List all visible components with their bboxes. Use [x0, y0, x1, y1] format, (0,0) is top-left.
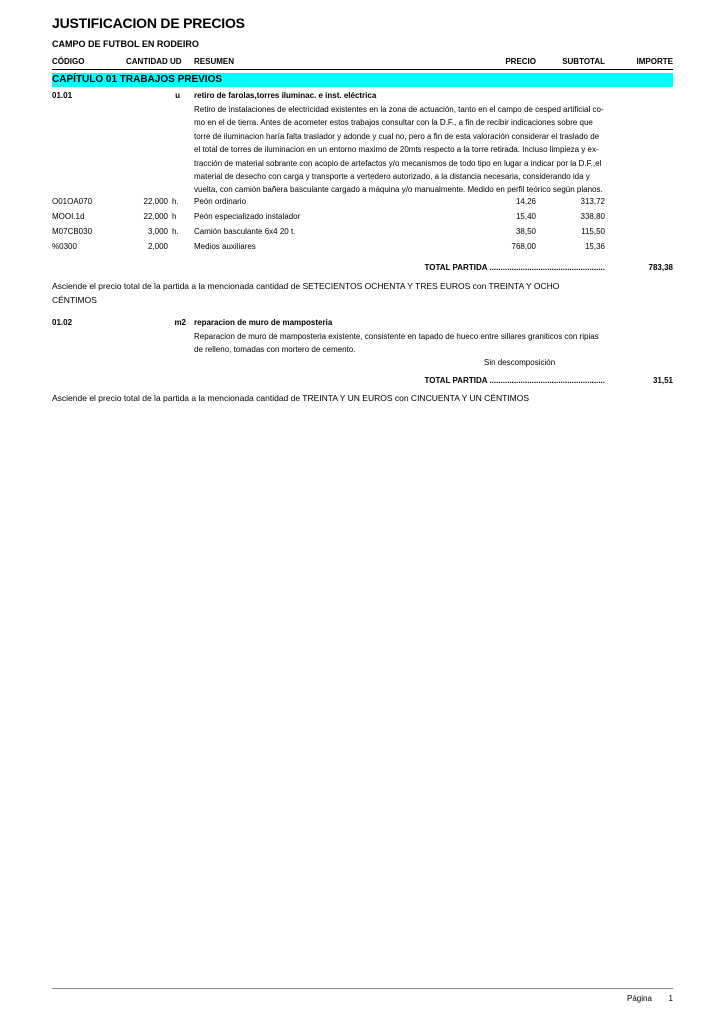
component-code: O01OA070 [52, 197, 93, 206]
item-unit: u [175, 91, 180, 100]
description-line: vuelta, con camión bañera basculante cargado a máquina y/o manualmente. Medido en perfil teórico según planos. [194, 185, 603, 195]
description-line: torre de iluminacion haría falta traslador y adonde y cual no, pero a fin de esta valoración considerar el traslado de [194, 131, 600, 141]
amount-in-words [52, 280, 612, 307]
item-description [194, 103, 605, 197]
page-number: 1 [668, 994, 673, 1003]
amount-in-words-line: Asciende el precio total de la partida a la mencionada cantidad de SETECIENTOS OCHENTA Y TRES EUROS con TREINTA Y OCHO [52, 281, 560, 291]
header-divider [52, 69, 673, 70]
component-subtotal: 313,72 [580, 197, 605, 206]
amount-in-words-line: CÉNTIMOS [52, 294, 97, 305]
component-unit: h. [172, 227, 179, 236]
component-price: 38,50 [515, 227, 536, 236]
description-line: mo en el de tierra. Antes de acometer estos trabajos consultar con la D.F., a fin de recibir indicaciones sobre que [194, 118, 593, 128]
item-unit: m2 [174, 318, 186, 327]
description-line: Retiro de instalaciones de electricidad existentes en la zona de actuación, tanto en el campo de cesped artificial co- [194, 105, 604, 114]
component-quantity: 22,000 [143, 197, 168, 206]
component-quantity: 22,000 [143, 212, 168, 221]
component-price: 14,26 [515, 197, 536, 206]
component-quantity: 3,000 [147, 227, 168, 236]
footer-divider [52, 988, 673, 989]
component-unit: h [172, 212, 177, 221]
item-code: 01.01 [52, 91, 73, 100]
component-subtotal: 115,50 [581, 227, 605, 236]
component-subtotal: 338,80 [580, 212, 605, 221]
document-title: JUSTIFICACION DE PRECIOS [52, 15, 245, 31]
chapter-title: CAPÍTULO 01 TRABAJOS PREVIOS [52, 74, 223, 85]
amount-in-words-line: Asciende el precio total de la partida a la mencionada cantidad de TREINTA Y UN EUROS con CINCUENTA Y UN CÉNTIMOS [52, 393, 530, 403]
col-header-summary: RESUMEN [194, 57, 235, 66]
description-line: el total de torres de iluminacion en un entorno maximo de 20mts respecto a la torre retirada. Incluso limpieza y ex- [194, 145, 599, 155]
component-unit: h. [172, 197, 179, 206]
total-partida-amount: 31,51 [652, 376, 673, 385]
component-subtotal: 15,36 [584, 242, 605, 251]
item-description [194, 330, 605, 357]
page-label: Página [627, 994, 652, 1003]
total-partida-label: TOTAL PARTIDA .................................................... [424, 263, 605, 272]
col-header-price: PRECIO [505, 57, 536, 66]
component-code: M07CB030 [52, 227, 93, 236]
no-breakdown-note: Sin descomposición [484, 358, 556, 367]
component-summary: Medios auxiliares [194, 242, 256, 251]
item-title: reparacion de muro de mamposteria [194, 318, 333, 327]
col-header-code: CÓDIGO [52, 57, 85, 66]
col-header-quantity-unit: CANTIDAD UD [126, 57, 182, 66]
item-title: retiro de farolas,torres iluminac. e inst. eléctrica [194, 91, 377, 100]
description-line: tracción de material sobrante con acopio de artefactos y/o mecanismos de todo tipo en lugar a indicar por la D.F.,el [194, 158, 602, 168]
description-line: de relleno, tomadas con mortero de cemento. [194, 345, 356, 355]
component-quantity: 2,000 [147, 242, 168, 251]
description-line: Reparacion de muro de mamposteria existente, consistente en tapado de hueco entre sillares graniticos con ripias [194, 332, 599, 341]
total-partida-amount: 783,38 [648, 263, 673, 272]
component-summary: Peón ordinario [194, 197, 247, 206]
col-header-subtotal: SUBTOTAL [562, 57, 605, 66]
component-code: MOOI.1d [52, 212, 85, 221]
amount-in-words [52, 392, 673, 406]
item-code: 01.02 [52, 318, 73, 327]
component-price: 768,00 [511, 242, 536, 251]
component-summary: Camión basculante 6x4 20 t. [194, 227, 296, 236]
component-code: %0300 [52, 242, 77, 251]
col-header-amount: IMPORTE [636, 57, 673, 66]
total-partida-label: TOTAL PARTIDA .................................................... [424, 376, 605, 385]
component-price: 15,40 [515, 212, 536, 221]
description-line: material de desecho con carga y transporte a vertedero autorizado, a la distancia necesaria, considerando ida y [194, 172, 590, 182]
component-summary: Peón especializado instalador [194, 212, 301, 221]
project-name: CAMPO DE FUTBOL EN RODEIRO [52, 39, 199, 49]
